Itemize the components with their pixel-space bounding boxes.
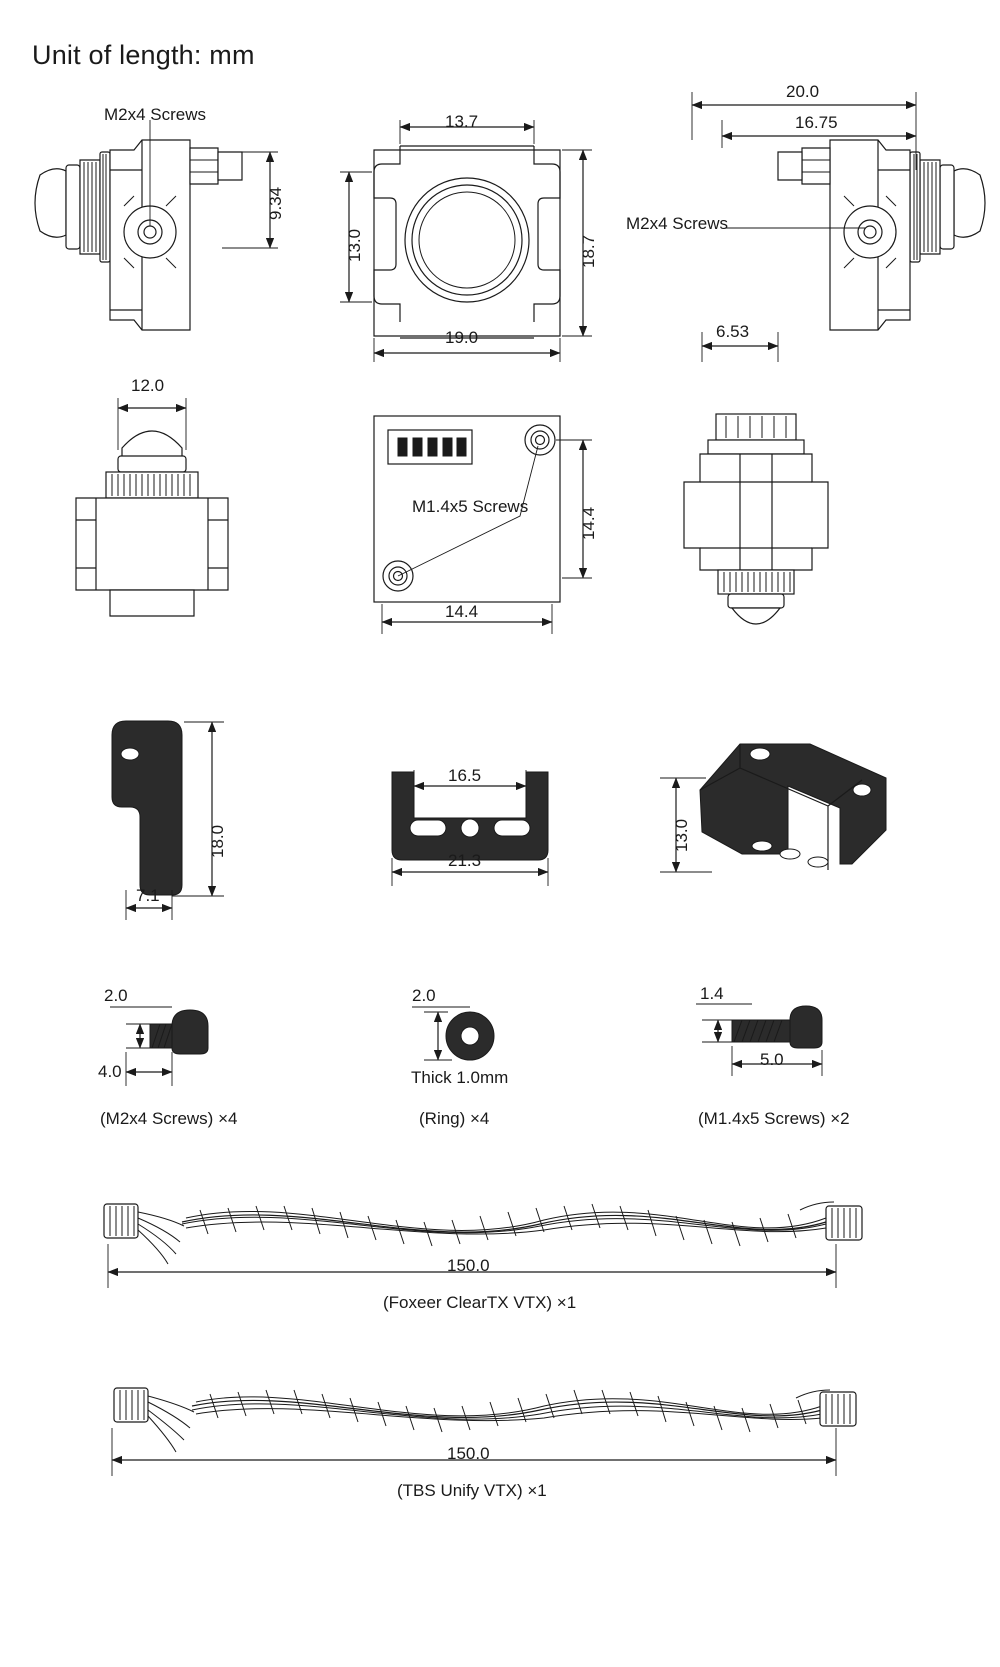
dim-13-0: 13.0 bbox=[345, 228, 364, 262]
dim-screw-head-2-0: 2.0 bbox=[104, 986, 128, 1005]
label-m2x4-screws-right: M2x4 Screws bbox=[626, 214, 729, 233]
dim-7-1: 7.1 bbox=[136, 886, 160, 905]
dim-16-5: 16.5 bbox=[448, 766, 482, 785]
dim-12-0: 12.0 bbox=[131, 376, 165, 395]
view-pcb-back bbox=[374, 416, 592, 634]
dim-screw-len-4-0: 4.0 bbox=[98, 1062, 122, 1081]
caption-m2x4-screws: (M2x4 Screws) ×4 bbox=[100, 1109, 238, 1128]
hardware-ring bbox=[412, 1007, 494, 1060]
dim-screw-len-5-0: 5.0 bbox=[760, 1050, 784, 1069]
caption-ring: (Ring) ×4 bbox=[419, 1109, 490, 1128]
page-title: Unit of length: mm bbox=[32, 40, 255, 70]
dim-19-0: 19.0 bbox=[445, 328, 479, 347]
caption-m14x5-screws: (M1.4x5 Screws) ×2 bbox=[698, 1109, 850, 1128]
view-camera-top bbox=[76, 398, 228, 616]
note-ring-thickness: Thick 1.0mm bbox=[411, 1068, 509, 1087]
bracket-right bbox=[660, 744, 886, 872]
dim-14-4-v: 14.4 bbox=[579, 506, 598, 540]
dim-20-0: 20.0 bbox=[786, 82, 820, 101]
dim-16-75: 16.75 bbox=[795, 113, 838, 132]
dim-6-53: 6.53 bbox=[716, 322, 750, 341]
view-camera-front bbox=[340, 120, 592, 362]
dim-13-7: 13.7 bbox=[445, 112, 479, 131]
label-m2x4-screws-left: M2x4 Screws bbox=[104, 105, 207, 124]
caption-cable-foxeer: (Foxeer ClearTX VTX) ×1 bbox=[383, 1293, 577, 1312]
dim-screw-head-1-4: 1.4 bbox=[700, 984, 724, 1003]
hardware-m14x5-screw bbox=[696, 1004, 822, 1076]
dim-13-0-bracket: 13.0 bbox=[672, 818, 691, 852]
view-camera-side-left bbox=[35, 120, 278, 330]
dim-14-4-h: 14.4 bbox=[445, 602, 479, 621]
dim-21-3: 21.3 bbox=[448, 851, 482, 870]
dim-18-0: 18.0 bbox=[208, 824, 227, 858]
dim-18-7: 18.7 bbox=[579, 234, 598, 268]
hardware-m2x4-screw bbox=[110, 1007, 208, 1086]
label-m14x5-screws: M1.4x5 Screws bbox=[412, 497, 529, 516]
dim-9-34: 9.34 bbox=[266, 186, 285, 220]
dim-cable2-150: 150.0 bbox=[447, 1444, 490, 1463]
dim-cable1-150: 150.0 bbox=[447, 1256, 490, 1275]
bracket-left bbox=[112, 721, 224, 920]
dim-ring-2-0: 2.0 bbox=[412, 986, 436, 1005]
caption-cable-tbs: (TBS Unify VTX) ×1 bbox=[397, 1481, 547, 1500]
view-camera-bottom bbox=[684, 414, 828, 624]
